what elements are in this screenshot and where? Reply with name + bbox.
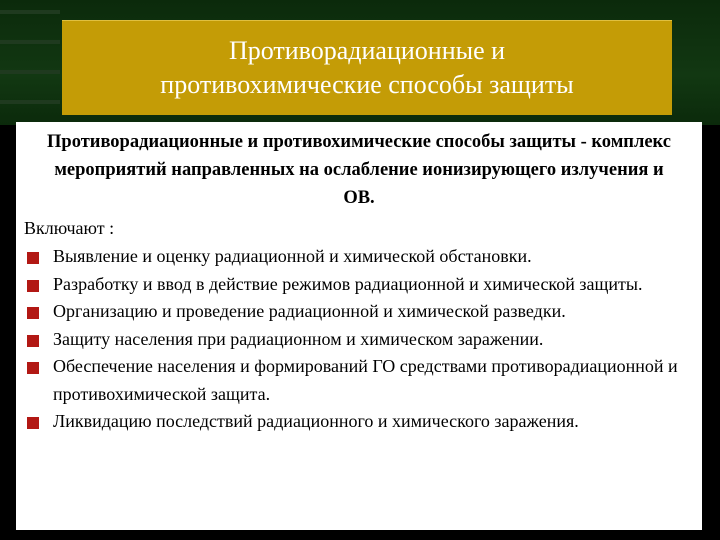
- measures-list: [24, 243, 694, 436]
- slide-title-box: [62, 20, 672, 115]
- definition-text: Противорадиационные и противохимические способы защиты - комплекс мероприятий направленных на ослабление ионизирующего излучения и ОВ.: [47, 132, 671, 208]
- decor-stripe: [0, 40, 60, 44]
- slide-title-line-2: противохимические способы защиты: [160, 70, 574, 99]
- list-item-text: Ликвидацию последствий радиационного и химического заражения.: [53, 411, 579, 431]
- square-bullet-icon: [27, 252, 39, 264]
- square-bullet-icon: [27, 307, 39, 319]
- list-item: [24, 243, 694, 271]
- square-bullet-icon: [27, 335, 39, 347]
- list-item-text: Защиту населения при радиационном и химическом заражении.: [53, 328, 544, 349]
- list-item-text: Разработку и ввод в действие режимов радиационной и химической защиты.: [53, 273, 643, 294]
- list-item: [24, 353, 694, 408]
- list-item-text: Обеспечение населения и формирований ГО средствами противорадиационной и противохимической защита.: [53, 356, 678, 404]
- list-item: [24, 326, 694, 354]
- list-item: [24, 408, 694, 436]
- decor-stripe: [0, 100, 60, 104]
- decor-stripe: [0, 70, 60, 74]
- includes-label: Включают :: [24, 218, 115, 238]
- square-bullet-icon: [27, 362, 39, 374]
- slide-content: [16, 122, 702, 530]
- slide-title-line-1: Противорадиационные и: [228, 36, 506, 65]
- list-item: [24, 298, 694, 326]
- square-bullet-icon: [27, 280, 39, 292]
- list-item-text: Выявление и оценку радиационной и химической обстановки.: [53, 246, 532, 266]
- list-item-text: Организацию и проведение радиационной и химической разведки.: [53, 301, 566, 321]
- decor-stripe: [0, 10, 60, 14]
- square-bullet-icon: [27, 417, 39, 429]
- list-item: [24, 271, 694, 299]
